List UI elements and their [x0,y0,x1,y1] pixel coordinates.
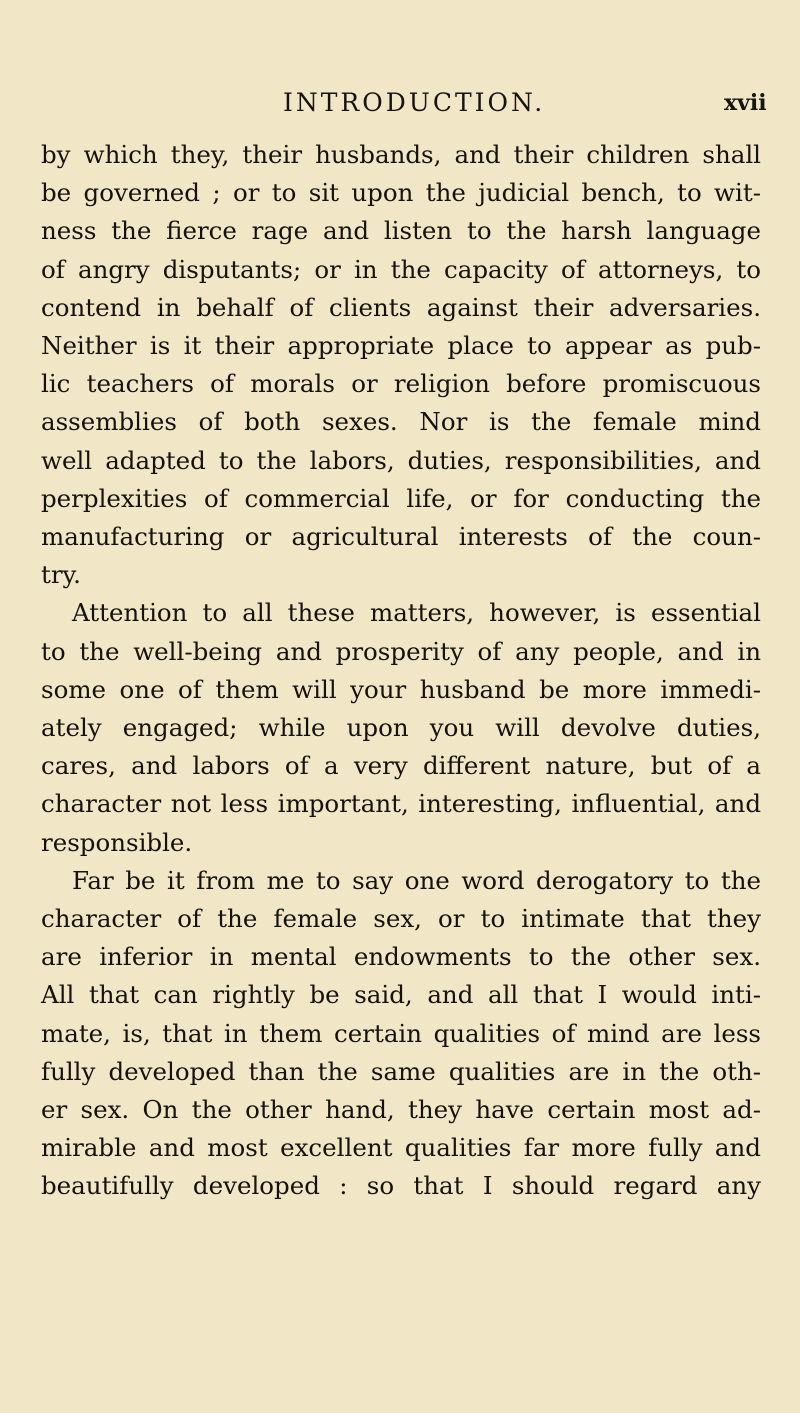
text-line: mate, is, that in them certain qualities of mind are less [41,1018,761,1048]
text-line: Neither is it their appropriate place to appear as pub- [41,331,761,361]
running-head: INTRODUCTION. [283,88,546,117]
body-text [41,136,761,1206]
text-line: ness the fierce rage and listen to the harsh language [41,216,761,246]
text-line: mirable and most excellent qualities far more fully and [41,1133,761,1163]
text-line: fully developed than the same qualities are in the oth- [41,1056,761,1086]
text-line: er sex. On the other hand, they have certain most ad- [41,1095,761,1125]
text-line: well adapted to the labors, duties, responsibilities, and [41,445,761,475]
page-number: xvii [724,90,767,116]
text-line: are inferior in mental endowments to the other sex. [41,942,761,972]
text-line: cares, and labors of a very different nature, but of a [41,751,761,781]
text-line: character of the female sex, or to intimate that they [41,904,761,934]
paragraph-end-line: responsible. [41,827,193,857]
text-line: character not less important, interesting, influential, and [41,789,761,819]
page-header [0,88,800,122]
text-line: to the well-being and prosperity of any people, and in [41,636,761,666]
text-line: beautifully developed : so that I should regard any [41,1171,761,1201]
paragraph-start-line: Far be it from me to say one word derogatory to the [72,865,761,895]
text-line: of angry disputants; or in the capacity of attorneys, to [41,254,761,284]
paragraph-start-line: Attention to all these matters, however, is essential [72,598,761,628]
text-line: perplexities of commercial life, or for conducting the [41,483,761,513]
text-line: be governed ; or to sit upon the judicial bench, to wit- [41,178,761,208]
text-line: assemblies of both sexes. Nor is the female mind [41,407,761,437]
text-line: some one of them will your husband be more immedi- [41,674,761,704]
text-line: ately engaged; while upon you will devolve duties, [41,713,761,743]
paragraph-end-line: try. [41,560,81,590]
text-line: by which they, their husbands, and their children shall [41,140,761,169]
text-line: contend in behalf of clients against their adversaries. [41,292,761,322]
text-line: lic teachers of morals or religion before promiscuous [41,369,761,399]
text-line: All that can rightly be said, and all that I would inti- [41,980,761,1010]
text-line: manufacturing or agricultural interests of the coun- [41,522,761,552]
